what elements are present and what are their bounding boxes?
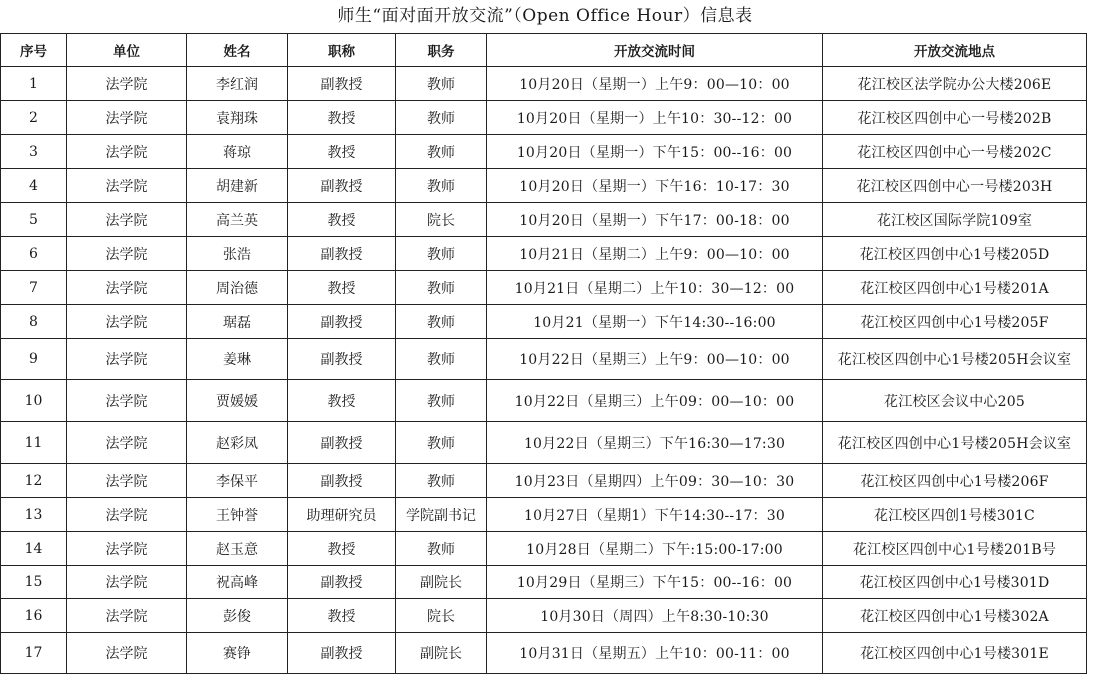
- sheet-title: 师生“面对面开放交流”（Open Office Hour）信息表: [337, 6, 753, 26]
- cell-place[interactable]: 花江校区四创中心1号楼301E: [823, 633, 1087, 674]
- cell-title[interactable]: 助理研究员: [288, 498, 396, 532]
- table-row: [1, 339, 1087, 380]
- cell-name[interactable]: 袁翔珠: [187, 101, 288, 135]
- cell-title[interactable]: 教授: [288, 532, 396, 566]
- cell-title[interactable]: 教授: [288, 271, 396, 305]
- cell-post[interactable]: 院长: [396, 599, 487, 633]
- cell-post[interactable]: 教师: [396, 464, 487, 498]
- cell-no[interactable]: 1: [1, 67, 67, 101]
- header-place[interactable]: 开放交流地点: [823, 34, 1087, 67]
- header-post[interactable]: 职务: [396, 34, 487, 67]
- cell-time[interactable]: 10月21日（星期二）上午9：00—10：00: [487, 237, 823, 271]
- cell-post[interactable]: 教师: [396, 101, 487, 135]
- cell-post[interactable]: 院长: [396, 203, 487, 237]
- cell-title[interactable]: 副教授: [288, 305, 396, 339]
- table-row: [1, 633, 1087, 674]
- cell-unit[interactable]: 法学院: [67, 532, 187, 566]
- cell-place[interactable]: 花江校区四创中心1号楼206F: [823, 464, 1087, 498]
- cell-title[interactable]: 副教授: [288, 67, 396, 101]
- cell-unit[interactable]: 法学院: [67, 237, 187, 271]
- cell-time[interactable]: 10月22日（星期三）上午9：00—10：00: [487, 339, 823, 380]
- cell-title[interactable]: 教授: [288, 203, 396, 237]
- cell-no[interactable]: 11: [1, 422, 67, 464]
- table-row: [1, 169, 1087, 203]
- header-time[interactable]: 开放交流时间: [487, 34, 823, 67]
- cell-no[interactable]: 16: [1, 599, 67, 633]
- cell-place[interactable]: 花江校区国际学院109室: [823, 203, 1087, 237]
- cell-unit[interactable]: 法学院: [67, 135, 187, 169]
- cell-title[interactable]: 教授: [288, 380, 396, 422]
- cell-unit[interactable]: 法学院: [67, 422, 187, 464]
- cell-post[interactable]: 教师: [396, 135, 487, 169]
- cell-no[interactable]: 4: [1, 169, 67, 203]
- cell-time[interactable]: 10月23日（星期四）上午09：30—10：30: [487, 464, 823, 498]
- cell-name[interactable]: 高兰英: [187, 203, 288, 237]
- cell-title[interactable]: 副教授: [288, 169, 396, 203]
- cell-place[interactable]: 花江校区四创1号楼301C: [823, 498, 1087, 532]
- cell-place[interactable]: 花江校区四创中心1号楼205H会议室: [823, 339, 1087, 380]
- cell-title[interactable]: 副教授: [288, 237, 396, 271]
- cell-unit[interactable]: 法学院: [67, 101, 187, 135]
- table-row: [1, 498, 1087, 532]
- cell-title[interactable]: 副教授: [288, 422, 396, 464]
- cell-name[interactable]: 张浩: [187, 237, 288, 271]
- cell-name[interactable]: 胡建新: [187, 169, 288, 203]
- cell-place[interactable]: 花江校区四创中心1号楼205D: [823, 237, 1087, 271]
- cell-post[interactable]: 副院长: [396, 633, 487, 674]
- cell-place[interactable]: 花江校区四创中心1号楼201A: [823, 271, 1087, 305]
- cell-unit[interactable]: 法学院: [67, 67, 187, 101]
- cell-name[interactable]: 祝高峰: [187, 566, 288, 599]
- header-unit[interactable]: 单位: [67, 34, 187, 67]
- header-name[interactable]: 姓名: [187, 34, 288, 67]
- cell-name[interactable]: 赵玉意: [187, 532, 288, 566]
- header-row: [1, 34, 1087, 67]
- cell-post[interactable]: 学院副书记: [396, 498, 487, 532]
- cell-post[interactable]: 教师: [396, 305, 487, 339]
- cell-no[interactable]: 9: [1, 339, 67, 380]
- cell-no[interactable]: 10: [1, 380, 67, 422]
- cell-time[interactable]: 10月21日（星期二）上午10：30—12：00: [487, 271, 823, 305]
- cell-post[interactable]: 教师: [396, 422, 487, 464]
- table-body: [1, 67, 1087, 674]
- cell-time[interactable]: 10月30日（周四）上午8:30-10:30: [487, 599, 823, 633]
- cell-name[interactable]: 贾媛媛: [187, 380, 288, 422]
- cell-post[interactable]: 教师: [396, 237, 487, 271]
- table-row: [1, 305, 1087, 339]
- cell-time[interactable]: 10月20日（星期一）下午17：00-18：00: [487, 203, 823, 237]
- cell-place[interactable]: 花江校区四创中心1号楼201B号: [823, 532, 1087, 566]
- cell-time[interactable]: 10月20日（星期一）上午10：30--12：00: [487, 101, 823, 135]
- cell-time[interactable]: 10月29日（星期三）下午15：00--16：00: [487, 566, 823, 599]
- cell-unit[interactable]: 法学院: [67, 305, 187, 339]
- cell-time[interactable]: 10月20日（星期一）上午9：00—10：00: [487, 67, 823, 101]
- cell-name[interactable]: 王钟誉: [187, 498, 288, 532]
- cell-place[interactable]: 花江校区四创中心1号楼205H会议室: [823, 422, 1087, 464]
- table-row: [1, 67, 1087, 101]
- cell-place[interactable]: 花江校区四创中心1号楼205F: [823, 305, 1087, 339]
- header-title[interactable]: 职称: [288, 34, 396, 67]
- cell-name[interactable]: 姜琳: [187, 339, 288, 380]
- cell-title[interactable]: 副教授: [288, 633, 396, 674]
- cell-post[interactable]: 教师: [396, 380, 487, 422]
- cell-place[interactable]: 花江校区四创中心1号楼301D: [823, 566, 1087, 599]
- table-row: [1, 101, 1087, 135]
- cell-name[interactable]: 周治德: [187, 271, 288, 305]
- cell-unit[interactable]: 法学院: [67, 599, 187, 633]
- cell-title[interactable]: 教授: [288, 599, 396, 633]
- cell-no[interactable]: 15: [1, 566, 67, 599]
- table-row: [1, 422, 1087, 464]
- cell-no[interactable]: 6: [1, 237, 67, 271]
- cell-place[interactable]: 花江校区四创中心一号楼202C: [823, 135, 1087, 169]
- cell-post[interactable]: 教师: [396, 339, 487, 380]
- cell-title[interactable]: 教授: [288, 101, 396, 135]
- header-no[interactable]: 序号: [1, 34, 67, 67]
- cell-no[interactable]: 12: [1, 464, 67, 498]
- cell-no[interactable]: 3: [1, 135, 67, 169]
- cell-place[interactable]: 花江校区四创中心1号楼302A: [823, 599, 1087, 633]
- table-row: [1, 464, 1087, 498]
- table-row: [1, 566, 1087, 599]
- cell-name[interactable]: 彭俊: [187, 599, 288, 633]
- cell-no[interactable]: 5: [1, 203, 67, 237]
- cell-unit[interactable]: 法学院: [67, 633, 187, 674]
- cell-name[interactable]: 李红润: [187, 67, 288, 101]
- cell-time[interactable]: 10月20日（星期一）下午15：00--16：00: [487, 135, 823, 169]
- cell-no[interactable]: 2: [1, 101, 67, 135]
- cell-no[interactable]: 13: [1, 498, 67, 532]
- cell-title[interactable]: 副教授: [288, 464, 396, 498]
- cell-post[interactable]: 教师: [396, 532, 487, 566]
- cell-place[interactable]: 花江校区四创中心一号楼202B: [823, 101, 1087, 135]
- cell-time[interactable]: 10月22日（星期三）上午09：00—10：00: [487, 380, 823, 422]
- cell-no[interactable]: 17: [1, 633, 67, 674]
- cell-time[interactable]: 10月31日（星期五）上午10：00-11：00: [487, 633, 823, 674]
- table-row: [1, 532, 1087, 566]
- cell-unit[interactable]: 法学院: [67, 169, 187, 203]
- cell-unit[interactable]: 法学院: [67, 271, 187, 305]
- cell-unit[interactable]: 法学院: [67, 203, 187, 237]
- cell-no[interactable]: 7: [1, 271, 67, 305]
- table-row: [1, 380, 1087, 422]
- cell-title[interactable]: 副教授: [288, 566, 396, 599]
- cell-place[interactable]: 花江校区四创中心一号楼203H: [823, 169, 1087, 203]
- cell-post[interactable]: 副院长: [396, 566, 487, 599]
- cell-name[interactable]: 赛铮: [187, 633, 288, 674]
- cell-name[interactable]: 赵彩凤: [187, 422, 288, 464]
- cell-name[interactable]: 蒋琼: [187, 135, 288, 169]
- table-row: [1, 271, 1087, 305]
- cell-unit[interactable]: 法学院: [67, 464, 187, 498]
- cell-no[interactable]: 8: [1, 305, 67, 339]
- cell-no[interactable]: 14: [1, 532, 67, 566]
- table-row: [1, 599, 1087, 633]
- cell-place[interactable]: 花江校区法学院办公大楼206E: [823, 67, 1087, 101]
- cell-post[interactable]: 教师: [396, 67, 487, 101]
- cell-name[interactable]: 李保平: [187, 464, 288, 498]
- table-row: [1, 135, 1087, 169]
- cell-post[interactable]: 教师: [396, 271, 487, 305]
- cell-time[interactable]: 10月21（星期一）下午14:30--16:00: [487, 305, 823, 339]
- cell-place[interactable]: 花江校区会议中心205: [823, 380, 1087, 422]
- cell-post[interactable]: 教师: [396, 169, 487, 203]
- cell-title[interactable]: 教授: [288, 135, 396, 169]
- cell-time[interactable]: 10月27日（星期1）下午14:30--17：30: [487, 498, 823, 532]
- cell-time[interactable]: 10月28日（星期二）下午:15:00-17:00: [487, 532, 823, 566]
- cell-title[interactable]: 副教授: [288, 339, 396, 380]
- table-row: [1, 203, 1087, 237]
- cell-unit[interactable]: 法学院: [67, 498, 187, 532]
- cell-time[interactable]: 10月22日（星期三）下午16:30—17:30: [487, 422, 823, 464]
- cell-unit[interactable]: 法学院: [67, 339, 187, 380]
- office-hour-table: [0, 33, 1087, 674]
- table-row: [1, 237, 1087, 271]
- cell-unit[interactable]: 法学院: [67, 380, 187, 422]
- cell-name[interactable]: 琚磊: [187, 305, 288, 339]
- cell-unit[interactable]: 法学院: [67, 566, 187, 599]
- cell-time[interactable]: 10月20日（星期一）下午16：10-17：30: [487, 169, 823, 203]
